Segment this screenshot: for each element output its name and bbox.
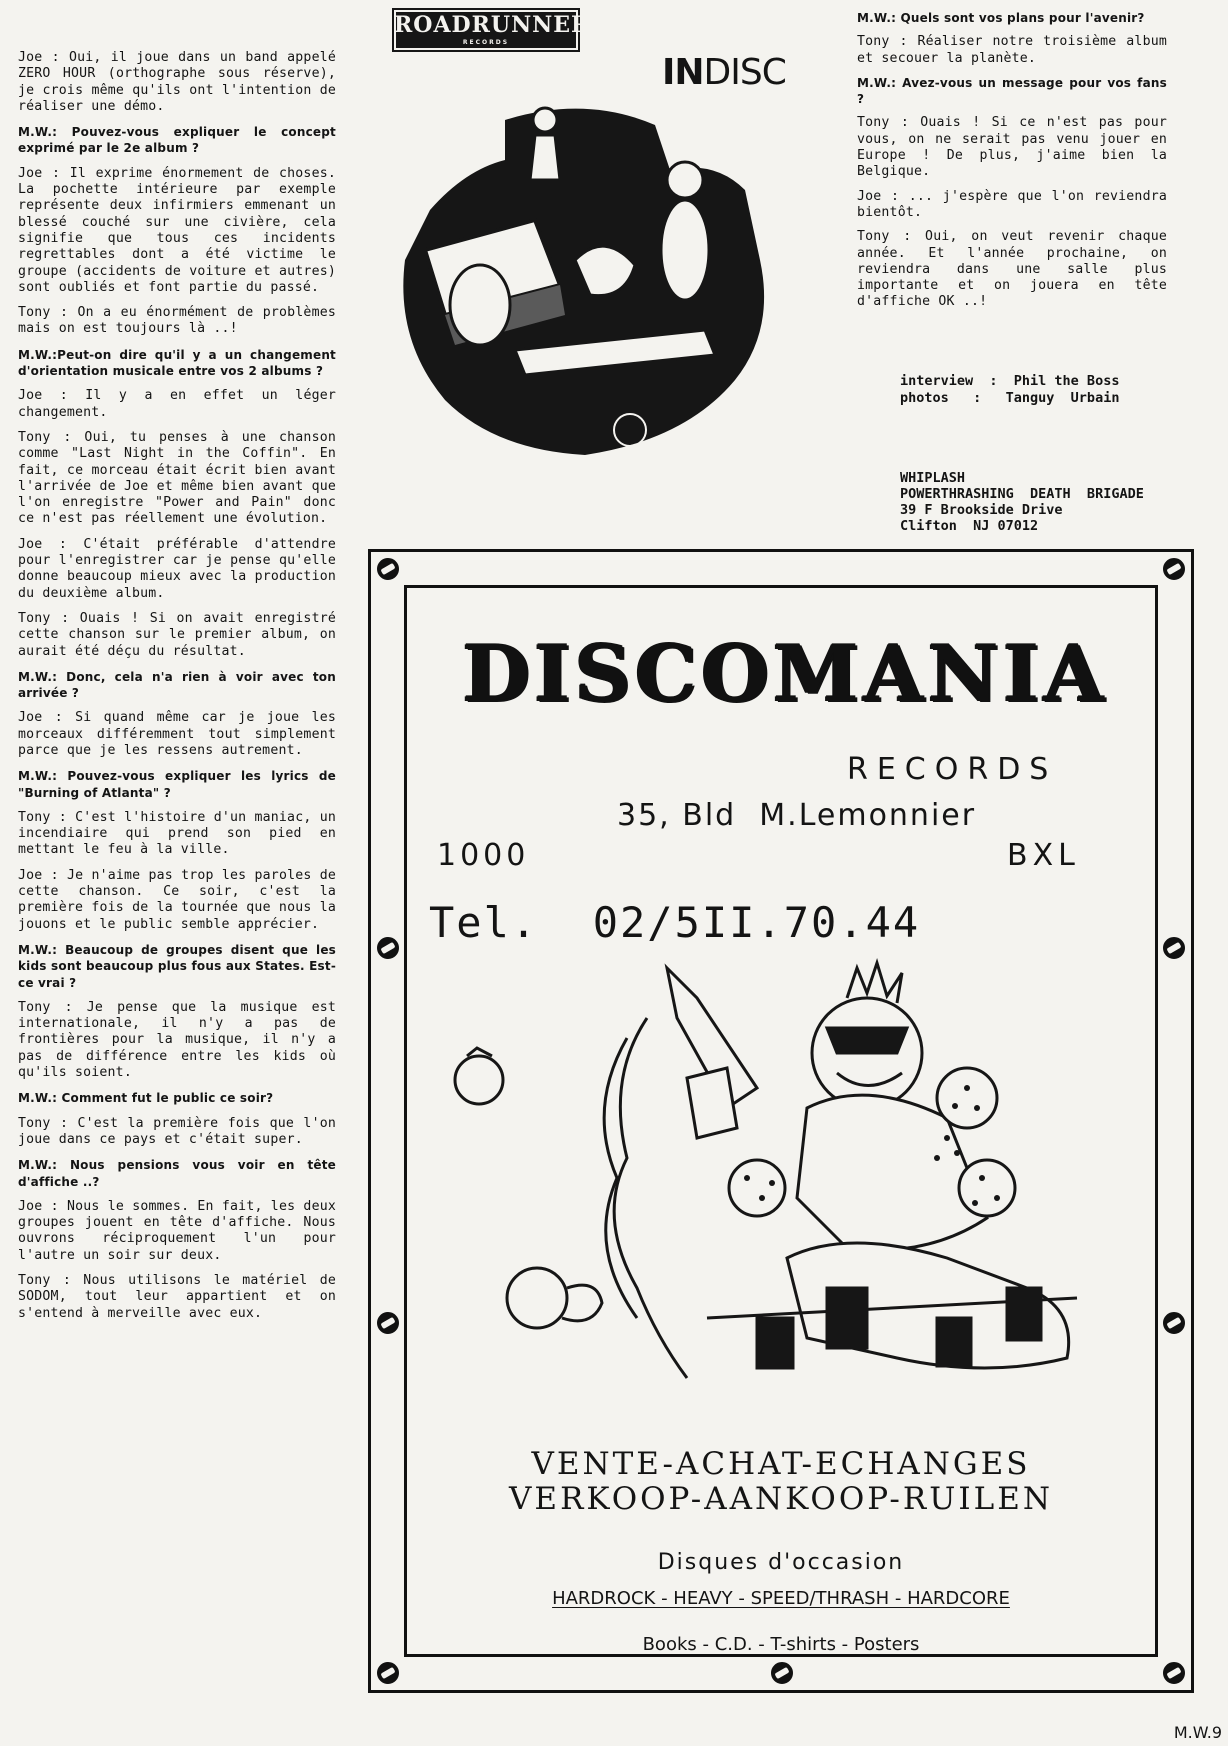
rivet-icon (377, 937, 399, 959)
ad-city: BXL (1007, 838, 1080, 873)
interview-answer: Tony : Oui, on veut revenir chaque année. Et l'année prochaine, on reviendra dans une salle plus importante et on jouera en tête d'affiche OK ..! (857, 229, 1167, 310)
rivet-icon (771, 1662, 793, 1684)
album-cover-illustration (385, 100, 785, 470)
interview-answer: Tony : Oui, tu penses à une chanson comme "Last Night in the Coffin". En fait, ce morceau était écrit bien avant l'arrivée de Joe et même bien avant que l'on enregistre "Power and Pain" donc ce n'est pas réellement une évolution. (18, 429, 336, 527)
interview-answer: Joe : Il exprime énormement de choses. La pochette intérieure par exemple représente deux infirmiers emmenant un blessé couché sur une civière, cela signifie que tous ces incidents regrettables dont a été victime le groupe (accidents de voiture et autres) sont oubliés et font partie du passé. (18, 165, 336, 295)
ad-title: DISCOMANIA (462, 628, 1108, 719)
interview-answer: Tony : C'est l'histoire d'un maniac, un incendiaire qui prend son pied en mettant le feu à la ville. (18, 809, 336, 858)
address-line-2: POWERTHRASHING DEATH BRIGADE (900, 486, 1144, 502)
interview-answer: Tony : Ouais ! Si on avait enregistré cette chanson sur le premier album, on aurait été déçu du résultat. (18, 610, 336, 659)
ad-genres: HARDROCK - HEAVY - SPEED/THRASH - HARDCORE (552, 1588, 1010, 1609)
interview-right-column (857, 10, 1167, 319)
interview-answer: Joe : Nous le sommes. En fait, les deux groupes jouent en tête d'affiche. Nous ouvrons réciproquement l'un pour l'autre un soir sur deux. (18, 1198, 336, 1263)
page-number: M.W.9 (1173, 1723, 1222, 1742)
interview-question: M.W.: Comment fut le public ce soir? (18, 1091, 274, 1106)
credit-photos: photos : Tanguy Urbain (900, 389, 1120, 406)
ad-phone: Tel. 02/5II.70.44 (429, 898, 921, 947)
interview-answer: Tony : Réaliser notre troisième album et secouer la planète. (857, 34, 1167, 66)
roadrunner-logo-sub: RECORDS (462, 39, 510, 46)
interview-answer: Joe : Si quand même car je joue les morceaux différemment tout simplement parce que je les ressens autrement. (18, 710, 336, 758)
ad-inner-frame (404, 585, 1158, 1657)
rivet-icon (1163, 558, 1185, 580)
interview-question: M.W.: Pouvez-vous expliquer les lyrics de "Burning of Atlanta" ? (18, 769, 336, 800)
ad-street: 35, Bld M.Lemonnier (617, 798, 977, 833)
rivet-icon (1163, 1312, 1185, 1334)
ad-trade-dutch: VERKOOP-AANKOOP-RUILEN (509, 1481, 1053, 1517)
credits (900, 373, 1119, 406)
rivet-icon (377, 1312, 399, 1334)
interview-question: M.W.: Avez-vous un message pour vos fans ? (857, 75, 1167, 107)
interview-answer: Tony : Ouais ! Si ce n'est pas pour vous, on ne serait pas venu jouer en Europe ! De plus, j'aime bien la Belgique. (857, 115, 1167, 180)
indisc-logo-a: IN (662, 52, 704, 93)
ad-merchandise: Books - C.D. - T-shirts - Posters (642, 1634, 920, 1655)
interview-answer: Joe : Oui, il joue dans un band appelé ZERO HOUR (orthographe sous réserve), je crois même qu'ils ont l'intention de réaliser une démo. (18, 50, 336, 114)
interview-left-column (18, 50, 336, 1331)
rivet-icon (377, 558, 399, 580)
interview-question: M.W.: Nous pensions vous voir en tête d'affiche ..? (18, 1158, 336, 1189)
interview-answer: Joe : C'était préférable d'attendre pour l'enregistrer car je pense qu'elle donne beaucoup mieux avec la production du deuxième album. (18, 536, 336, 601)
interview-question: M.W.: Donc, cela n'a rien à voir avec ton arrivée ? (18, 669, 336, 701)
interview-answer: Joe : ... j'espère que l'on reviendra bientôt. (857, 188, 1167, 220)
interview-question: M.W.: Beaucoup de groupes disent que les kids sont beaucoup plus fous aux States. Est-ce vrai ? (18, 942, 336, 990)
rivet-icon (377, 1662, 399, 1684)
indisc-logo-b: DISC (703, 52, 786, 93)
rivet-icon (1163, 937, 1185, 959)
interview-question: M.W.: Pouvez-vous expliquer le concept exprimé par le 2e album ? (18, 125, 336, 156)
roadrunner-logo-text: ROADRUNNER (394, 12, 591, 38)
credit-interview: interview : Phil the Boss (900, 373, 1120, 389)
interview-question: M.W.: Quels sont vos plans pour l'avenir? (857, 11, 1145, 25)
interview-answer: Joe : Il y a en effet un léger changement. (18, 388, 336, 420)
interview-answer: Tony : On a eu énormément de problèmes mais on est toujours là ..! (18, 305, 336, 337)
address-line-3: 39 F Brookside Drive (900, 502, 1063, 518)
roadrunner-logo (392, 8, 591, 52)
monster-illustration (427, 958, 1147, 1428)
address-line-1: WHIPLASH (900, 470, 966, 486)
interview-answer: Tony : Je pense que la musique est internationale, il n'y a pas de frontières pour la musique, il n'y a pas de différence entre les kids où qu'ils soient. (18, 999, 336, 1081)
interview-answer: Tony : C'est la première fois que l'on joue dans ce pays et c'était super. (18, 1115, 336, 1147)
interview-question: M.W.:Peut-on dire qu'il y a un changement d'orientation musicale entre vos 2 albums ? (18, 347, 336, 379)
interview-answer: Tony : Nous utilisons le matériel de SODOM, tout leur appartient et on s'entend à merveille avec eux. (18, 1273, 336, 1321)
ad-records: RECORDS (847, 752, 1058, 787)
interview-answer: Joe : Je n'aime pas trop les paroles de cette chanson. Ce soir, c'est la première fois de la tournée que nous la jouons et le public semble apprécier. (18, 867, 336, 932)
ad-zip: 1000 (437, 838, 530, 873)
rivet-icon (1163, 1662, 1185, 1684)
indisc-logo (662, 52, 786, 93)
band-address (900, 470, 1144, 534)
discomania-advertisement (368, 549, 1194, 1693)
address-line-4: Clifton NJ 07012 (900, 518, 1039, 534)
ad-used-records: Disques d'occasion (657, 1550, 905, 1575)
ad-trade-french: VENTE-ACHAT-ECHANGES (531, 1446, 1031, 1482)
